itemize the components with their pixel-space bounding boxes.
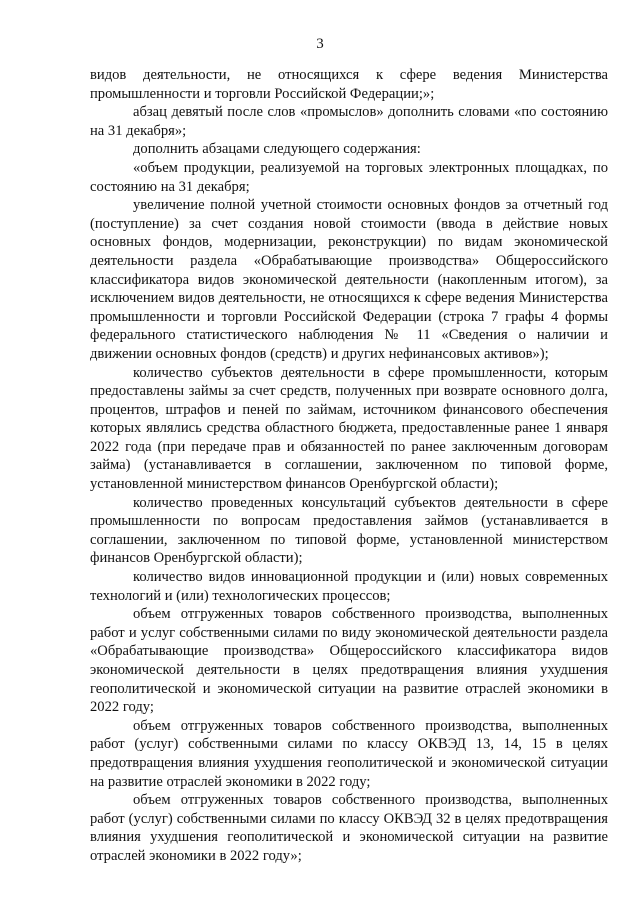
paragraph-4: «объем продукции, реализуемой на торговых электронных площадках, по состоянию на 31 декабря;	[90, 159, 608, 195]
paragraph-9: объем отгруженных товаров собственного производства, выполненных работ и услуг собственными силами по виду экономической деятельности раздела «Обрабатывающие производства» Общероссийского классификатора видов экономической деятельности в целях предотвращения влияния ухудшения геополитической и экономической ситуации на развитие отраслей экономики в 2022 году;	[90, 606, 608, 716]
paragraph-1: видов деятельности, не относящихся к сфере ведения Министерства промышленности и торговли Российской Федерации;»;	[90, 67, 608, 102]
paragraph-11: объем отгруженных товаров собственного производства, выполненных работ (услуг) собственными силами по классу ОКВЭД 32 в целях предотвращения влияния ухудшения геополитической и экономической ситуации на развитие отраслей экономики в 2022 году»;	[90, 792, 608, 864]
paragraph-3: дополнить абзацами следующего содержания:	[133, 141, 421, 158]
paragraph-2: абзац девятый после слов «промыслов» дополнить словами «по состоянию на 31 декабря»;	[90, 104, 608, 139]
paragraph-7: количество проведенных консультаций субъектов деятельности в сфере промышленности по вопросам предоставления займов (устанавливается в соглашении, заключенном по типовой форме, установленной министерством финансов Оренбургской области);	[90, 494, 608, 567]
paragraph-10: объем отгруженных товаров собственного производства, выполненных работ (услуг) собственными силами по классу ОКВЭД 13, 14, 15 в целях предотвращения влияния ухудшения геополитической и экономической ситуации на развитие отраслей экономики в 2022 году;	[90, 717, 608, 790]
document-body	[90, 66, 608, 866]
page-number: 3	[316, 36, 324, 52]
paragraph-5: увеличение полной учетной стоимости основных фондов за отчетный год (поступление) за счет создания новой стоимости (ввода в действие новых основных фондов, модернизации, реконструкции) по видам экономической деятельности раздела «Обрабатывающие производства» Общероссийского классификатора видов экономической деятельности (накопленным итогом), за исключением видов деятельности, не относящихся к сфере ведения Министерства промышленности и торговли Российской Федерации (строка 7 графы 4 формы федерального статистического наблюдения № 11 «Сведения о наличии и движении основных фондов (средств) и других нефинансовых активов»);	[90, 197, 608, 362]
paragraph-6: количество субъектов деятельности в сфере промышленности, которым предоставлены займы за счет средств, полученных при возврате основного долга, процентов, штрафов и пеней по займам, источником финансового обеспечения которых являлись средства областного бюджета, предоставленные ранее 1 января 2022 года (при передаче прав и обязанностей по ранее заключенным договорам займа) (устанавливается в соглашении, заключенном по типовой форме, установленной министерством финансов Оренбургской области);	[90, 364, 608, 493]
paragraph-8: количество видов инновационной продукции и (или) новых современных технологий и (или) технологических процессов;	[90, 569, 608, 604]
